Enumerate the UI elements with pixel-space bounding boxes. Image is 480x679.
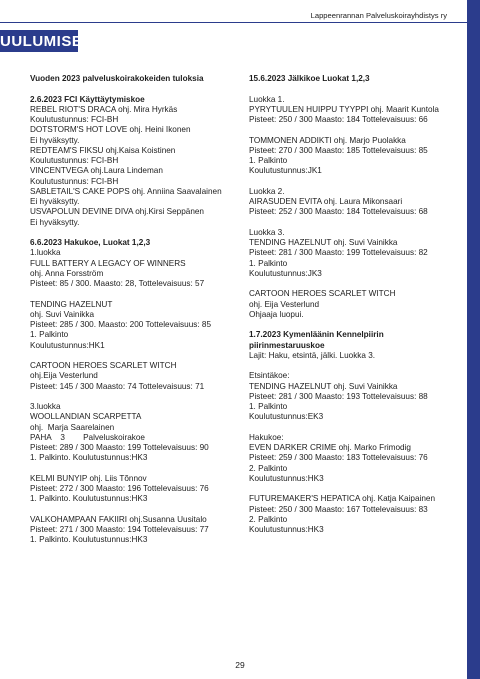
section-title-band	[0, 30, 92, 52]
text-line: Ei hyväksytty.	[30, 217, 80, 227]
text-line: CARTOON HEROES SCARLET WITCH	[249, 289, 396, 299]
text-line: 1.luokka	[30, 248, 61, 258]
text-line: CARTOON HEROES SCARLET WITCH	[30, 361, 177, 370]
header-divider	[0, 22, 467, 23]
blank-line	[30, 464, 230, 474]
text-line: Koulutustunnus:JK3	[249, 268, 322, 278]
blank-line	[249, 484, 449, 494]
text-line: AIRASUDEN EVITA ohj. Laura Mikonsaari	[249, 197, 403, 206]
text-line: 3.luokka	[30, 402, 61, 411]
text-line: Pisteet: 271 / 300 Maasto: 194 Tottelevaisuus: 77	[30, 525, 209, 534]
text-line: Luokka 3.	[249, 227, 285, 237]
text-line: Koulutustunnus:HK3	[249, 525, 324, 534]
text-line: FUTUREMAKER'S HEPATICA ohj. Katja Kaipainen	[249, 494, 435, 504]
text-line: Koulutustunnus: FCI-BH	[30, 156, 119, 165]
text-line: Luokka 2.	[249, 186, 285, 196]
text-line: 1. Palkinto	[249, 402, 288, 411]
section-heading: Vuoden 2023 palveluskoirakokeiden tuloksia	[30, 74, 204, 83]
text-line: ohj. Suvi Vainikka	[30, 309, 95, 319]
text-line: Lajit: Haku, etsintä, jälki. Luokka 3.	[249, 350, 376, 360]
blank-line	[30, 84, 230, 94]
text-line: Pisteet: 250 / 300 Maasto: 184 Tottelevaisuus: 66	[249, 115, 428, 124]
text-line: REBEL RIOT'S DRACA ohj. Mira Hyrkäs	[30, 104, 178, 114]
text-line: DOTSTORM'S HOT LOVE ohj. Heini Ikonen	[30, 125, 191, 135]
text-line: Luokka 1.	[249, 94, 285, 104]
section-heading: 2.6.2023 FCI Käyttäytymiskoe	[30, 94, 145, 104]
text-line: Koulutustunnus:JK1	[249, 166, 322, 176]
section-heading: 6.6.2023 Hakukoe, Luokat 1,2,3	[30, 238, 151, 247]
text-line: TENDING HAZELNUT	[30, 299, 113, 309]
text-line: WOOLLANDIAN SCARPETTA	[30, 412, 142, 422]
text-line: ohj. Anna Forsström	[30, 268, 104, 278]
text-line: SABLETAIL'S CAKE POPS ohj. Anniina Saavalainen	[30, 186, 222, 196]
text-line: Ohjaaja luopui.	[249, 309, 304, 319]
text-line: Hakukoe:	[249, 432, 284, 442]
blank-line	[30, 505, 230, 515]
left-column	[30, 74, 230, 546]
text-line: Pisteet: 272 / 300 Maasto: 196 Tottelevaisuus: 76	[30, 484, 209, 493]
text-line: Koulutustunnus:EK3	[249, 412, 324, 422]
text-line: PAHA 3 Palveluskoirakoe	[30, 432, 145, 442]
text-line: Pisteet: 85 / 300. Maasto: 28, Tottelevaisuus: 57	[30, 279, 205, 288]
section-heading: 1.7.2023 Kymenläänin Kennelpiirin	[249, 330, 384, 340]
text-line: Pisteet: 281 / 300 Maasto: 193 Tottelevaisuus: 88	[249, 391, 428, 401]
text-line: 1. Palkinto	[249, 258, 288, 268]
blank-line	[249, 218, 449, 228]
section-title: UULUMISET	[0, 33, 92, 50]
text-line: ohj.Eija Vesterlund	[30, 371, 98, 381]
text-line: Pisteet: 289 / 300 Maasto: 199 Tottelevaisuus: 90	[30, 443, 209, 452]
blank-line	[30, 289, 230, 299]
text-line: Pisteet: 259 / 300 Maasto: 183 Tottelevaisuus: 76	[249, 453, 428, 463]
section-heading: 15.6.2023 Jälkikoe Luokat 1,2,3	[249, 74, 370, 83]
text-line: ohj. Marja Saarelainen	[30, 422, 115, 432]
right-column	[249, 74, 449, 535]
text-line: 1. Palkinto. Koulutustunnus:HK3	[30, 494, 148, 504]
text-line: REDTEAM'S FIKSU ohj.Kaisa Koistinen	[30, 145, 176, 155]
text-line: Pisteet: 285 / 300. Maasto: 200 Tottelevaisuus: 85	[30, 320, 211, 329]
text-line: Koulutustunnus:HK1	[30, 340, 105, 350]
text-line: TENDING HAZELNUT ohj. Suvi Vainikka	[249, 381, 398, 391]
text-line: 2. Palkinto	[249, 514, 288, 524]
blank-line	[249, 177, 449, 187]
text-line: PYRYTUULEN HUIPPU TYYPPI ohj. Maarit Kuntola	[249, 104, 439, 114]
blank-line	[249, 361, 449, 371]
text-line: 1. Palkinto. Koulutustunnus:HK3	[30, 453, 148, 463]
text-line: Ei hyväksytty.	[30, 197, 80, 206]
text-line: Koulutustunnus: FCI-BH	[30, 176, 119, 186]
text-line: Pisteet: 250 / 300 Maasto: 167 Tottelevaisuus: 83	[249, 504, 428, 514]
text-line: VINCENTVEGA ohj.Laura Lindeman	[30, 166, 163, 176]
blank-line	[249, 84, 449, 94]
header-organization: Lappeenrannan Palveluskoirayhdistys ry	[310, 11, 447, 20]
blank-line	[30, 392, 230, 402]
blank-line	[30, 228, 230, 238]
blank-line	[249, 320, 449, 330]
blank-line	[249, 279, 449, 289]
text-line: VALKOHAMPAAN FAKIIRI ohj.Susanna Uusitalo	[30, 514, 207, 524]
text-line: TENDING HAZELNUT ohj. Suvi Vainikka	[249, 238, 398, 247]
text-line: Pisteet: 145 / 300 Maasto: 74 Tottelevaisuus: 71	[30, 381, 205, 391]
section-heading: piirinmestaruuskoe	[249, 340, 325, 350]
side-accent-bar	[467, 0, 480, 679]
blank-line	[249, 125, 449, 135]
text-line: 1. Palkinto	[30, 330, 69, 340]
text-line: Ei hyväksytty.	[30, 135, 80, 145]
blank-line	[249, 423, 449, 433]
text-line: Koulutustunnus: FCI-BH	[30, 115, 119, 124]
text-line: TOMMONEN ADDIKTI ohj. Marjo Puolakka	[249, 135, 406, 145]
text-line: EVEN DARKER CRIME ohj. Marko Frimodig	[249, 443, 411, 452]
text-line: USVAPOLUN DEVINE DIVA ohj.Kirsi Seppänen	[30, 207, 204, 217]
text-line: Etsintäkoe:	[249, 371, 290, 381]
text-line: 2. Palkinto	[249, 463, 288, 473]
text-line: Pisteet: 270 / 300 Maasto: 185 Tottelevaisuus: 85	[249, 145, 428, 155]
text-line: Pisteet: 281 / 300 Maasto: 199 Tottelevaisuus: 82	[249, 248, 428, 258]
text-line: Pisteet: 252 / 300 Maasto: 184 Tottelevaisuus: 68	[249, 207, 428, 217]
page-number: 29	[235, 660, 245, 670]
text-line: FULL BATTERY A LEGACY OF WINNERS	[30, 258, 186, 268]
text-line: ohj. Eija Vesterlund	[249, 299, 320, 309]
text-line: 1. Palkinto	[249, 156, 288, 165]
blank-line	[30, 351, 230, 361]
text-line: KELMI BUNYIP ohj. Liis Tõnnov	[30, 473, 147, 483]
text-line: Koulutustunnus:HK3	[249, 473, 324, 483]
text-line: 1. Palkinto. Koulutustunnus:HK3	[30, 535, 148, 545]
